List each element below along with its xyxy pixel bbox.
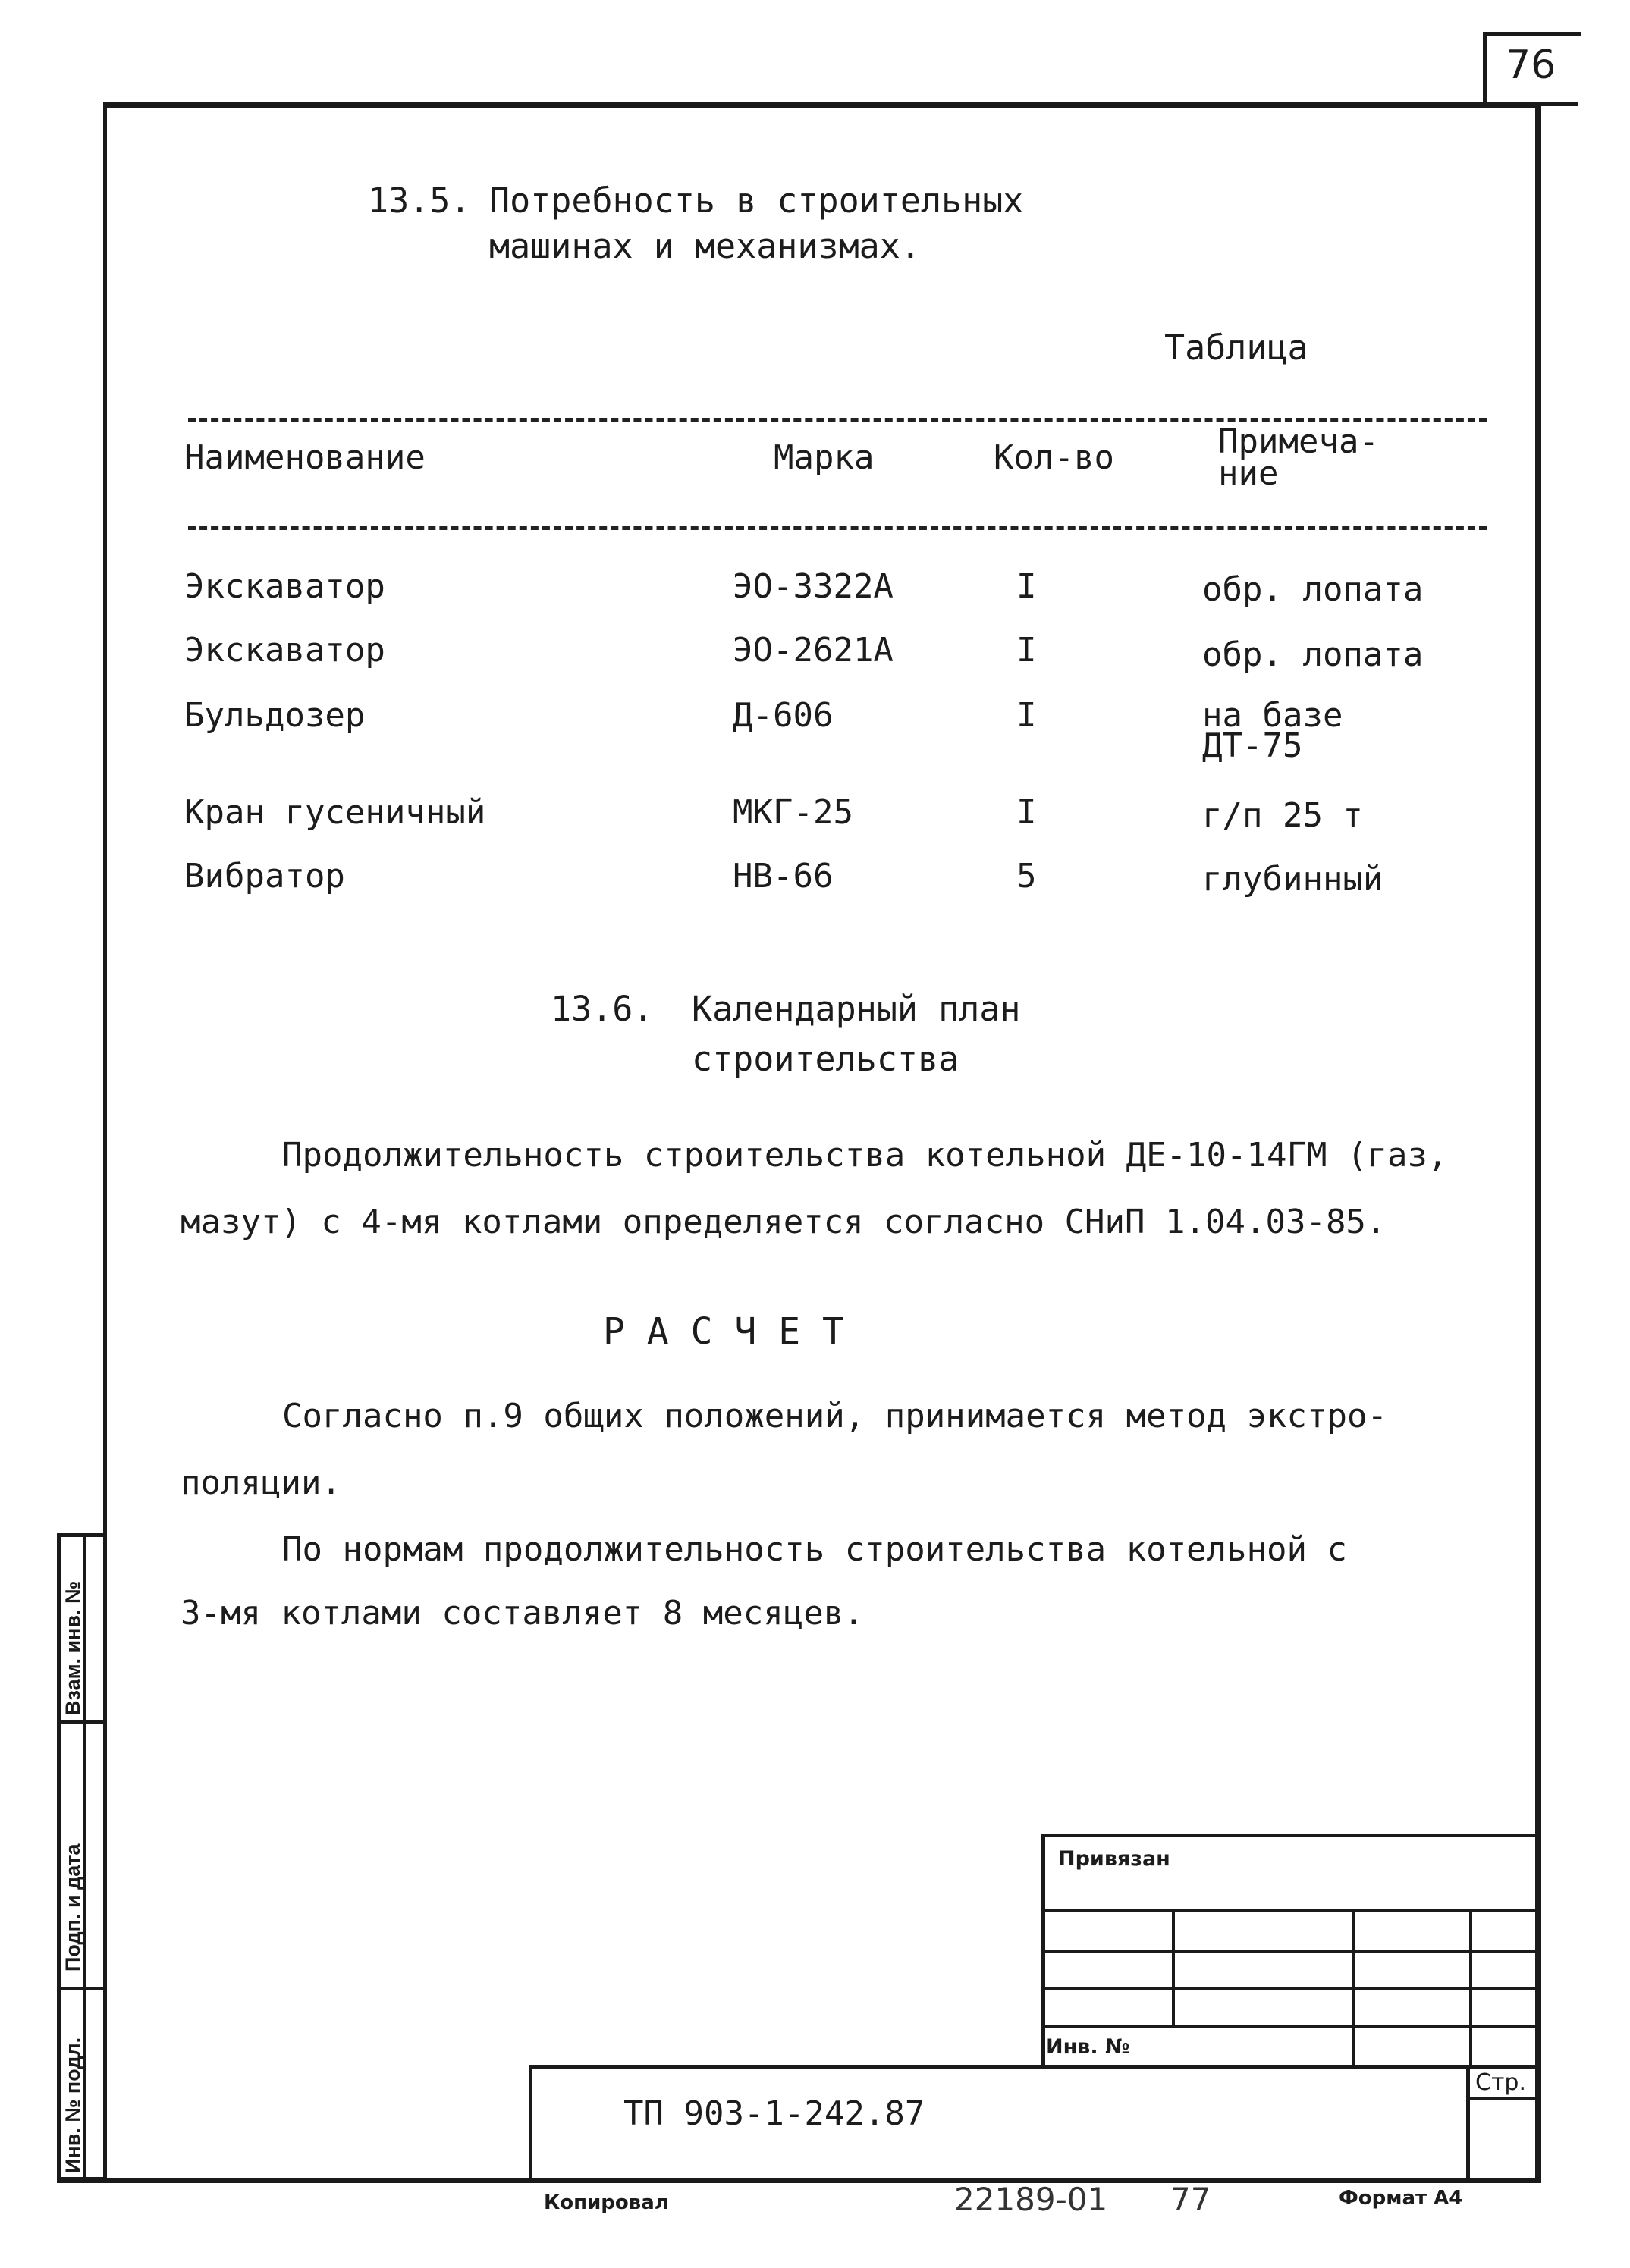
table-row-3-note-line1: на базе bbox=[1202, 696, 1343, 735]
table-row-2-note: обр. лопата bbox=[1202, 635, 1424, 674]
footer-copied-label: Копировал bbox=[544, 2191, 669, 2214]
table-row-4-qty: I bbox=[1016, 793, 1037, 832]
paragraph-2-line1: Согласно п.9 общих положений, принимается метод экстро- bbox=[282, 1397, 1387, 1435]
table-row-2-qty: I bbox=[1016, 631, 1037, 670]
table-row-4-name: Кран гусеничный bbox=[184, 793, 486, 832]
section-13-6-number: 13.6. bbox=[551, 989, 654, 1029]
table-header-qty: Кол-во bbox=[994, 438, 1114, 477]
paragraph-2-line2: поляции. bbox=[181, 1463, 341, 1502]
title-block-vline-3 bbox=[1469, 1909, 1472, 2066]
table-row-5-name: Вибратор bbox=[184, 857, 345, 896]
table-row-3-name: Бульдозер bbox=[184, 696, 366, 735]
title-block-hline-3 bbox=[1041, 1987, 1539, 1990]
table-caption: Таблица bbox=[1164, 328, 1308, 368]
title-block-doc-code: ТП 903-1-242.87 bbox=[623, 2094, 925, 2133]
table-header-note-line1: Примеча- bbox=[1218, 422, 1379, 461]
margin-label-inv-no-podl: Инв. № подл. bbox=[61, 2037, 84, 2173]
page-number: 76 bbox=[1506, 42, 1556, 88]
section-13-6-title-line1: Календарный план bbox=[692, 989, 1021, 1029]
table-row-5-qty: 5 bbox=[1016, 857, 1037, 896]
table-header-mark: Марка bbox=[774, 438, 875, 477]
footer-number: 22189-01 bbox=[954, 2181, 1108, 2218]
table-header-note-line2: ние bbox=[1218, 454, 1279, 493]
title-block-str-hline bbox=[1466, 2097, 1539, 2100]
table-row-1-name: Экскаватор bbox=[184, 567, 385, 606]
title-block-inv-no-label: Инв. № bbox=[1046, 2035, 1130, 2059]
title-block-vline-1 bbox=[1172, 1909, 1175, 2025]
section-13-5-title-line1: Потребность в строительных bbox=[489, 180, 1024, 221]
table-row-5-note: глубинный bbox=[1202, 860, 1383, 899]
table-row-1-mark: ЭО-3322А bbox=[733, 567, 894, 606]
title-block-hline-1 bbox=[1041, 1909, 1539, 1912]
margin-stamp-row-divider-2 bbox=[57, 1987, 105, 1990]
table-row-2-mark: ЭО-2621А bbox=[733, 631, 894, 670]
footer-format-label: Формат А4 bbox=[1339, 2187, 1463, 2210]
paragraph-3-line1: По нормам продолжительность строительства котельной с bbox=[282, 1530, 1347, 1569]
table-row-3-note-line2: ДТ-75 bbox=[1202, 726, 1303, 765]
paragraph-1-line1: Продолжительность строительства котельной ДЕ-10-14ГМ (газ, bbox=[282, 1136, 1448, 1175]
table-row-3-mark: Д-606 bbox=[733, 696, 834, 735]
margin-stamp-row-divider-1 bbox=[57, 1720, 105, 1724]
footer-page: 77 bbox=[1170, 2181, 1211, 2218]
margin-label-podp-i-data: Подп. и дата bbox=[61, 1843, 84, 1972]
section-13-5-number: 13.5. bbox=[368, 180, 471, 221]
margin-label-vzam-inv-no: Взам. инв. № bbox=[61, 1580, 84, 1715]
table-row-1-qty: I bbox=[1016, 567, 1037, 606]
table-header-name: Наименование bbox=[184, 438, 426, 477]
table-row-4-note: г/п 25 т bbox=[1202, 796, 1363, 835]
page-number-box-line bbox=[1540, 102, 1578, 106]
title-block-vline-2 bbox=[1352, 1909, 1355, 2066]
table-row-4-mark: МКГ-25 bbox=[733, 793, 853, 832]
title-block-privyazan-label: Привязан bbox=[1058, 1847, 1170, 1871]
table-row-3-qty: I bbox=[1016, 696, 1037, 735]
table-row-2-name: Экскаватор bbox=[184, 631, 385, 670]
paragraph-1-line2: мазут) с 4-мя котлами определяется согласно СНиП 1.04.03-85. bbox=[181, 1203, 1387, 1241]
table-row-1-note: обр. лопата bbox=[1202, 570, 1424, 609]
title-block-str-label: Стр. bbox=[1475, 2069, 1527, 2096]
title-block-str-divider bbox=[1466, 2065, 1470, 2182]
section-13-6-title-line2: строительства bbox=[692, 1039, 959, 1079]
title-block-hline-2 bbox=[1041, 1950, 1539, 1953]
table-header-rule bbox=[188, 526, 1487, 530]
paragraph-3-line2: 3-мя котлами составляет 8 месяцев. bbox=[181, 1594, 864, 1633]
raschet-heading: Р А С Ч Е Т bbox=[603, 1310, 844, 1353]
section-13-5-title-line2: машинах и механизмах. bbox=[489, 226, 921, 266]
table-top-rule bbox=[188, 418, 1487, 422]
table-row-5-mark: НВ-66 bbox=[733, 857, 834, 896]
title-block-hline-4 bbox=[1041, 2025, 1539, 2028]
frame-top-border bbox=[103, 102, 1540, 108]
